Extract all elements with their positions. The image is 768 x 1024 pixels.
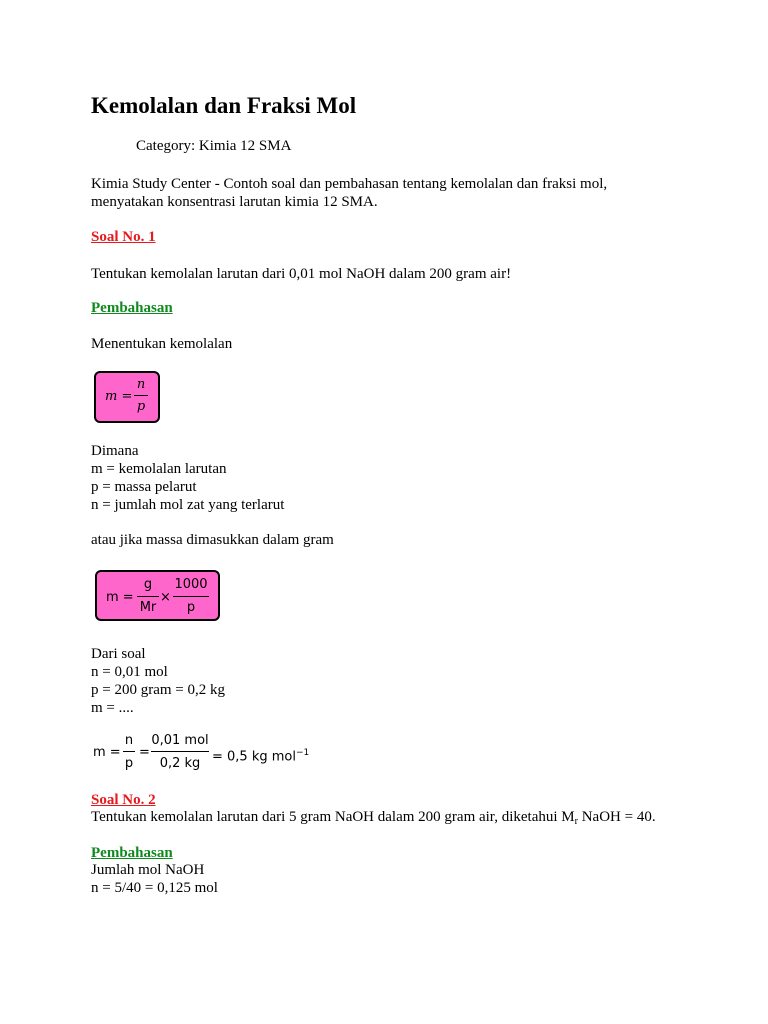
formula-box-molality [94,371,160,423]
given-m: m = .... [91,700,134,716]
calc-numerator-1: n [124,733,134,748]
formula2-denominator-2: p [186,600,196,615]
formula2-numerator-2: 1000 [174,577,208,592]
formula1-fraction-bar [134,395,148,396]
formula2-lhs: m = [106,590,134,605]
formula1-denominator: p [136,399,146,414]
soal-2-question [91,808,656,831]
soal-2-question-subscript: r [574,816,578,827]
page-title: Kemolalan dan Fraksi Mol [91,93,357,118]
definitions-block [91,442,284,514]
given-n: n = 0,01 mol [91,664,168,680]
formula2-times: × [160,590,171,605]
intro-line-1: Kimia Study Center - Contoh soal dan pembahasan tentang kemolalan dan fraksi mol, [91,176,608,192]
calc-lhs: m = [93,745,121,760]
calc-fraction-bar-1 [123,751,135,752]
calc-fraction-bar-2 [151,751,209,752]
soal-1-heading: Soal No. 1 [91,229,156,245]
soal-1-question: Tentukan kemolalan larutan dari 0,01 mol NaOH dalam 200 gram air! [91,266,512,282]
soal-2-question-text: Tentukan kemolalan larutan dari 5 gram NaOH dalam 200 gram air, diketahui M [91,809,575,825]
calc-denominator-1: p [124,756,134,771]
calc-result [212,744,309,766]
step-menentukan-kemolalan: Menentukan kemolalan [91,336,233,352]
soal-1-pembahasan: Pembahasan [91,300,173,316]
formula-box-gram [95,570,220,621]
definition-p: p = massa pelarut [91,479,197,495]
calc-numerator-2: 0,01 mol [151,733,209,748]
calc-result-exponent: −1 [295,748,310,758]
calc-result-value: = 0,5 kg mol [212,749,296,765]
dari-soal-block [91,645,225,717]
gram-note: atau jika massa dimasukkan dalam gram [91,532,334,548]
calc-equals: = [139,745,150,760]
formula2-fraction-bar-1 [137,596,159,597]
dimana-label: Dimana [91,443,139,459]
intro-line-2: menyatakan konsentrasi larutan kimia 12 SMA. [91,194,378,210]
formula1-lhs: m = [105,389,133,404]
formula2-denominator-1: Mr [139,600,157,615]
category-label: Category: Kimia 12 SMA [136,138,292,154]
formula2-fraction-bar-2 [173,596,209,597]
calc-denominator-2: 0,2 kg [159,756,201,771]
soal-2-solution [91,861,218,897]
formula2-numerator-1: g [143,577,153,592]
soal-2-question-tail: NaOH = 40. [577,809,656,825]
soal-2-pembahasan: Pembahasan [91,845,173,861]
definition-m: m = kemolalan larutan [91,461,227,477]
dari-soal-label: Dari soal [91,646,146,662]
soal-2-line-2: n = 5/40 = 0,125 mol [91,880,218,896]
definition-n: n = jumlah mol zat yang terlarut [91,497,285,513]
intro-paragraph [91,175,731,211]
soal-2-heading: Soal No. 2 [91,792,156,808]
formula1-numerator: n [136,377,146,392]
calculation-equation [91,730,351,776]
given-p: p = 200 gram = 0,2 kg [91,682,225,698]
soal-2-line-1: Jumlah mol NaOH [91,862,205,878]
